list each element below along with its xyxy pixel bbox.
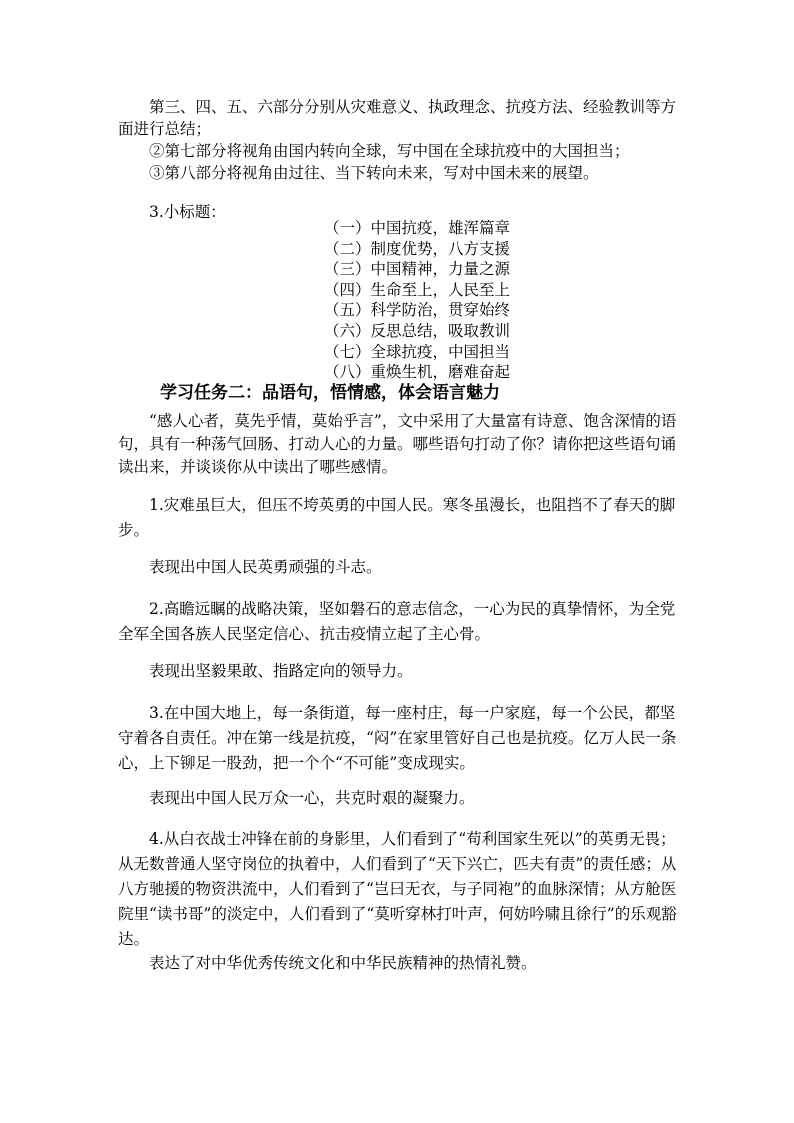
task2-answer-2: 表现出坚毅果敢、指路定向的领导力。 bbox=[149, 662, 413, 680]
summary-line-part-7: ②第七部分将视角由国内转向全球，写中国在全球抗疫中的大国担当； bbox=[149, 142, 630, 160]
task2-item-2-block bbox=[118, 597, 678, 647]
task2-answer-3-block bbox=[118, 787, 678, 809]
subheading-item: （五）科学防治，贯穿始终 bbox=[324, 301, 511, 320]
task2-item-1: 1.灾难虽巨大，但压不垮英勇的中国人民。寒冬虽漫长，也阻挡不了春天的脚步。 bbox=[118, 496, 676, 539]
task2-item-2: 2.高瞻远瞩的战略决策，坚如磐石的意志信念，一心为民的真挚情怀，为全党全军全国各族人民坚定信心、抗击疫情立起了主心骨。 bbox=[118, 600, 676, 643]
subheading-item: （一）中国抗疫，雄浑篇章 bbox=[324, 219, 511, 237]
task2-item-3: 3.在中国大地上，每一条街道，每一座村庄，每一户家庭，每一个公民，都坚守着各自责任。冲在第一线是抗疫，“闷”在家里管好自己也是抗疫。亿万人民一条心，上下铆足一股劲，把一个个“不可能”变成现实。 bbox=[118, 704, 677, 772]
task2-intro-block bbox=[118, 410, 678, 479]
subheading-item: （三）中国精神，力量之源 bbox=[324, 260, 511, 279]
subheading-item: （八）重焕生机，磨难奋起 bbox=[324, 363, 511, 382]
summary-line-part-8: ③第八部分将视角由过往、当下转向未来，写对中国未来的展望。 bbox=[149, 164, 599, 182]
task2-answer-1: 表现出中国人民英勇顽强的斗志。 bbox=[149, 558, 382, 576]
task2-answer-2-block bbox=[118, 660, 678, 682]
task2-answer-3: 表现出中国人民万众一心，共克时艰的凝聚力。 bbox=[149, 789, 475, 807]
task2-answer-4: 表达了对中华优秀传统文化和中华民族精神的热情礼赞。 bbox=[149, 954, 537, 972]
task2-answer-4-block bbox=[118, 952, 678, 974]
task2-answer-1-block bbox=[118, 556, 678, 578]
summary-section bbox=[118, 96, 678, 184]
subheading-item: （四）生命至上，人民至上 bbox=[324, 280, 511, 299]
task2-item-4: 4.从白衣战士冲锋在前的身影里，人们看到了“苟利国家生死以”的英勇无畏；从无数普通人坚守岗位的执着中，人们看到了“天下兴亡，匹夫有责”的责任感；从八方驰援的物资洪流中，人们看到了“岂曰无衣，与子同袍”的血脉深情；从方舱医院里“读书哥”的淡定中，人们看到了“莫听穿林打叶声，何妨吟啸且徐行”的乐观豁达。 bbox=[118, 830, 677, 948]
subheadings-label: 3.小标题： bbox=[149, 203, 226, 221]
subheadings-list bbox=[324, 218, 584, 383]
task2-intro: “感人心者，莫先乎情，莫始乎言”，文中采用了大量富有诗意、饱含深情的语句，具有一种荡气回肠、打动人心的力量。哪些语句打动了你？请你把这些语句诵读出来，并谈谈你从中读出了哪些感情。 bbox=[118, 412, 677, 476]
summary-line-parts-3-6: 第三、四、五、六部分分别从灾难意义、执政理念、抗疫方法、经验教训等方面进行总结； bbox=[118, 98, 677, 138]
subheading-item: （二）制度优势，八方支援 bbox=[324, 239, 511, 258]
task2-item-1-block bbox=[118, 493, 678, 543]
subheading-item: （七）全球抗疫，中国担当 bbox=[324, 342, 511, 361]
subheading-item: （六）反思总结，吸取教训 bbox=[324, 321, 511, 340]
task2-item-3-block bbox=[118, 701, 678, 776]
task2-heading: 学习任务二：品语句，悟情感，体会语言魅力 bbox=[160, 383, 500, 403]
task2-item-4-block bbox=[118, 827, 678, 952]
